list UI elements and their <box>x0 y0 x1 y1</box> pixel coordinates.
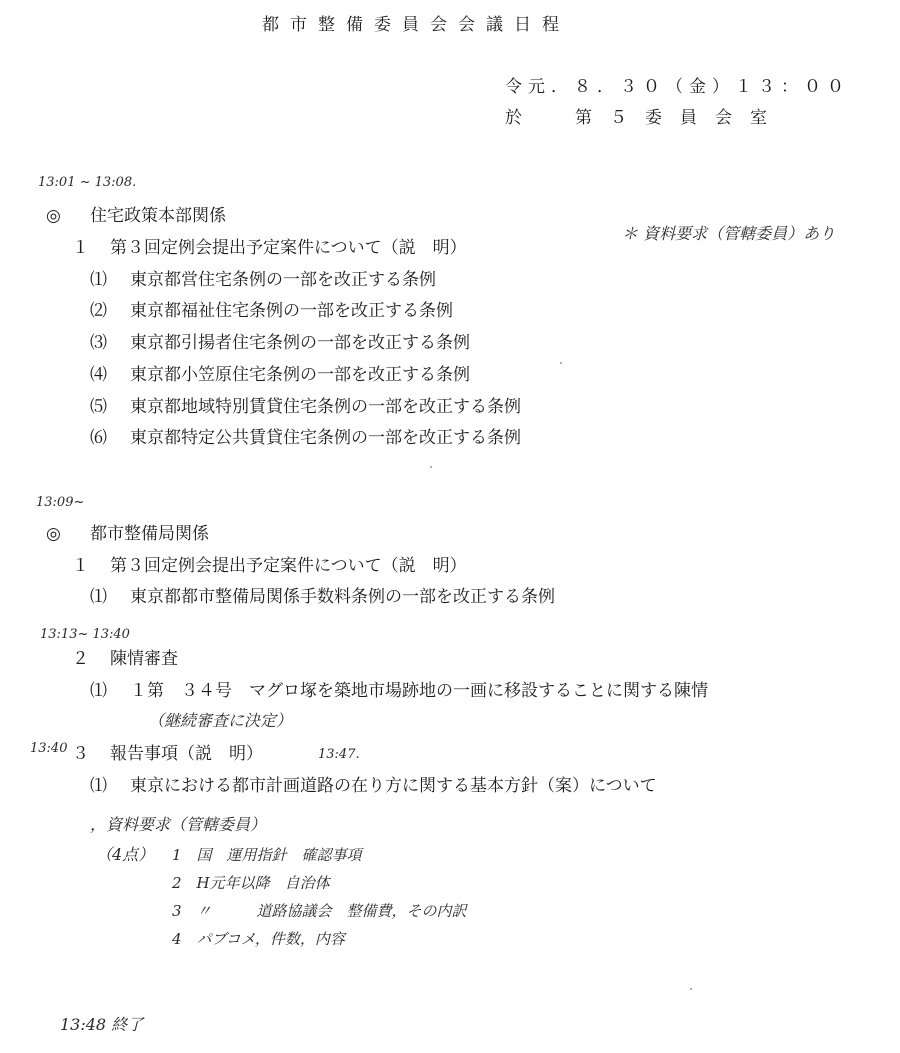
material-item-note: 3 〃 道路協議会 整備費，その内訳 <box>172 902 467 920</box>
subitem-text: 東京都引揚者住宅条例の一部を改正する条例 <box>130 333 470 353</box>
scan-speck <box>690 988 692 990</box>
section2-item3-number: ３ <box>72 744 89 764</box>
section1-item-number: １ <box>72 238 89 258</box>
subitem-number: ⑶ <box>90 333 107 353</box>
section2-item3-title: 報告事項（説 明） <box>110 744 263 764</box>
material-request-note: ，資料要求（管轄委員） <box>90 815 267 834</box>
section2-item1-title: 第３回定例会提出予定案件について（説 明） <box>110 556 467 576</box>
meeting-datetime: 令元．８．３０（金）１３：００ <box>505 77 850 97</box>
section2-time-note: 13:09~ <box>36 495 85 510</box>
section2-item2-number: ２ <box>72 649 89 669</box>
petition-result-note: （継続審査に決定） <box>148 711 293 730</box>
subitem-number: ⑴ <box>90 776 107 796</box>
material-count-note: （4点） <box>96 845 155 864</box>
section2-item2-title: 陳情審査 <box>110 649 178 669</box>
document-title: 都市整備委員会会議日程 <box>262 15 570 35</box>
meeting-place-text: 於 第５委員会室 <box>505 108 785 128</box>
subitem-number: ⑹ <box>90 428 107 448</box>
section1-mark: ◎ <box>46 206 61 226</box>
subitem-text: 東京における都市計画道路の在り方に関する基本方針（案）について <box>130 776 657 796</box>
section1-item-title: 第３回定例会提出予定案件について（説 明） <box>110 238 467 258</box>
subitem-text: 東京都特定公共賃貸住宅条例の一部を改正する条例 <box>130 428 521 448</box>
section2-mark: ◎ <box>46 524 61 544</box>
meeting-place <box>505 107 785 129</box>
material-item-note: 1 国 運用指針 確認事項 <box>172 846 362 864</box>
subitem-text: 東京都小笠原住宅条例の一部を改正する条例 <box>130 365 470 385</box>
scan-speck <box>560 362 562 364</box>
subitem-text: 東京都営住宅条例の一部を改正する条例 <box>130 270 436 290</box>
section2-heading: 都市整備局関係 <box>90 524 209 544</box>
report-end-time-note: 13:47. <box>318 747 360 762</box>
subitem-text: 東京都福祉住宅条例の一部を改正する条例 <box>130 301 453 321</box>
scan-speck <box>430 466 432 468</box>
petition-time-note: 13:13~ 13:40 <box>40 627 130 642</box>
subitem-number: ⑷ <box>90 365 107 385</box>
report-start-time-note: 13:40 <box>30 741 68 756</box>
subitem-number: ⑴ <box>90 270 107 290</box>
material-item-note: 2 H元年以降 自治体 <box>172 874 330 892</box>
subitem-text: １第 ３４号 マグロ塚を築地市場跡地の一画に移設することに関する陳情 <box>130 681 708 701</box>
request-note: ＊ 資料要求（管轄委員）あり <box>622 224 836 243</box>
subitem-number: ⑴ <box>90 681 107 701</box>
end-time-note: 13:48 終了 <box>60 1015 144 1034</box>
section2-item1-number: １ <box>72 556 89 576</box>
section1-time-note: 13:01 ~ 13:08. <box>38 175 137 190</box>
subitem-number: ⑵ <box>90 301 107 321</box>
material-item-note: 4 パブコメ，件数，内容 <box>172 930 345 948</box>
section1-heading: 住宅政策本部関係 <box>90 206 226 226</box>
subitem-number: ⑸ <box>90 397 107 417</box>
subitem-number: ⑴ <box>90 587 107 607</box>
subitem-text: 東京都地域特別賃貸住宅条例の一部を改正する条例 <box>130 397 521 417</box>
subitem-text: 東京都都市整備局関係手数料条例の一部を改正する条例 <box>130 587 555 607</box>
